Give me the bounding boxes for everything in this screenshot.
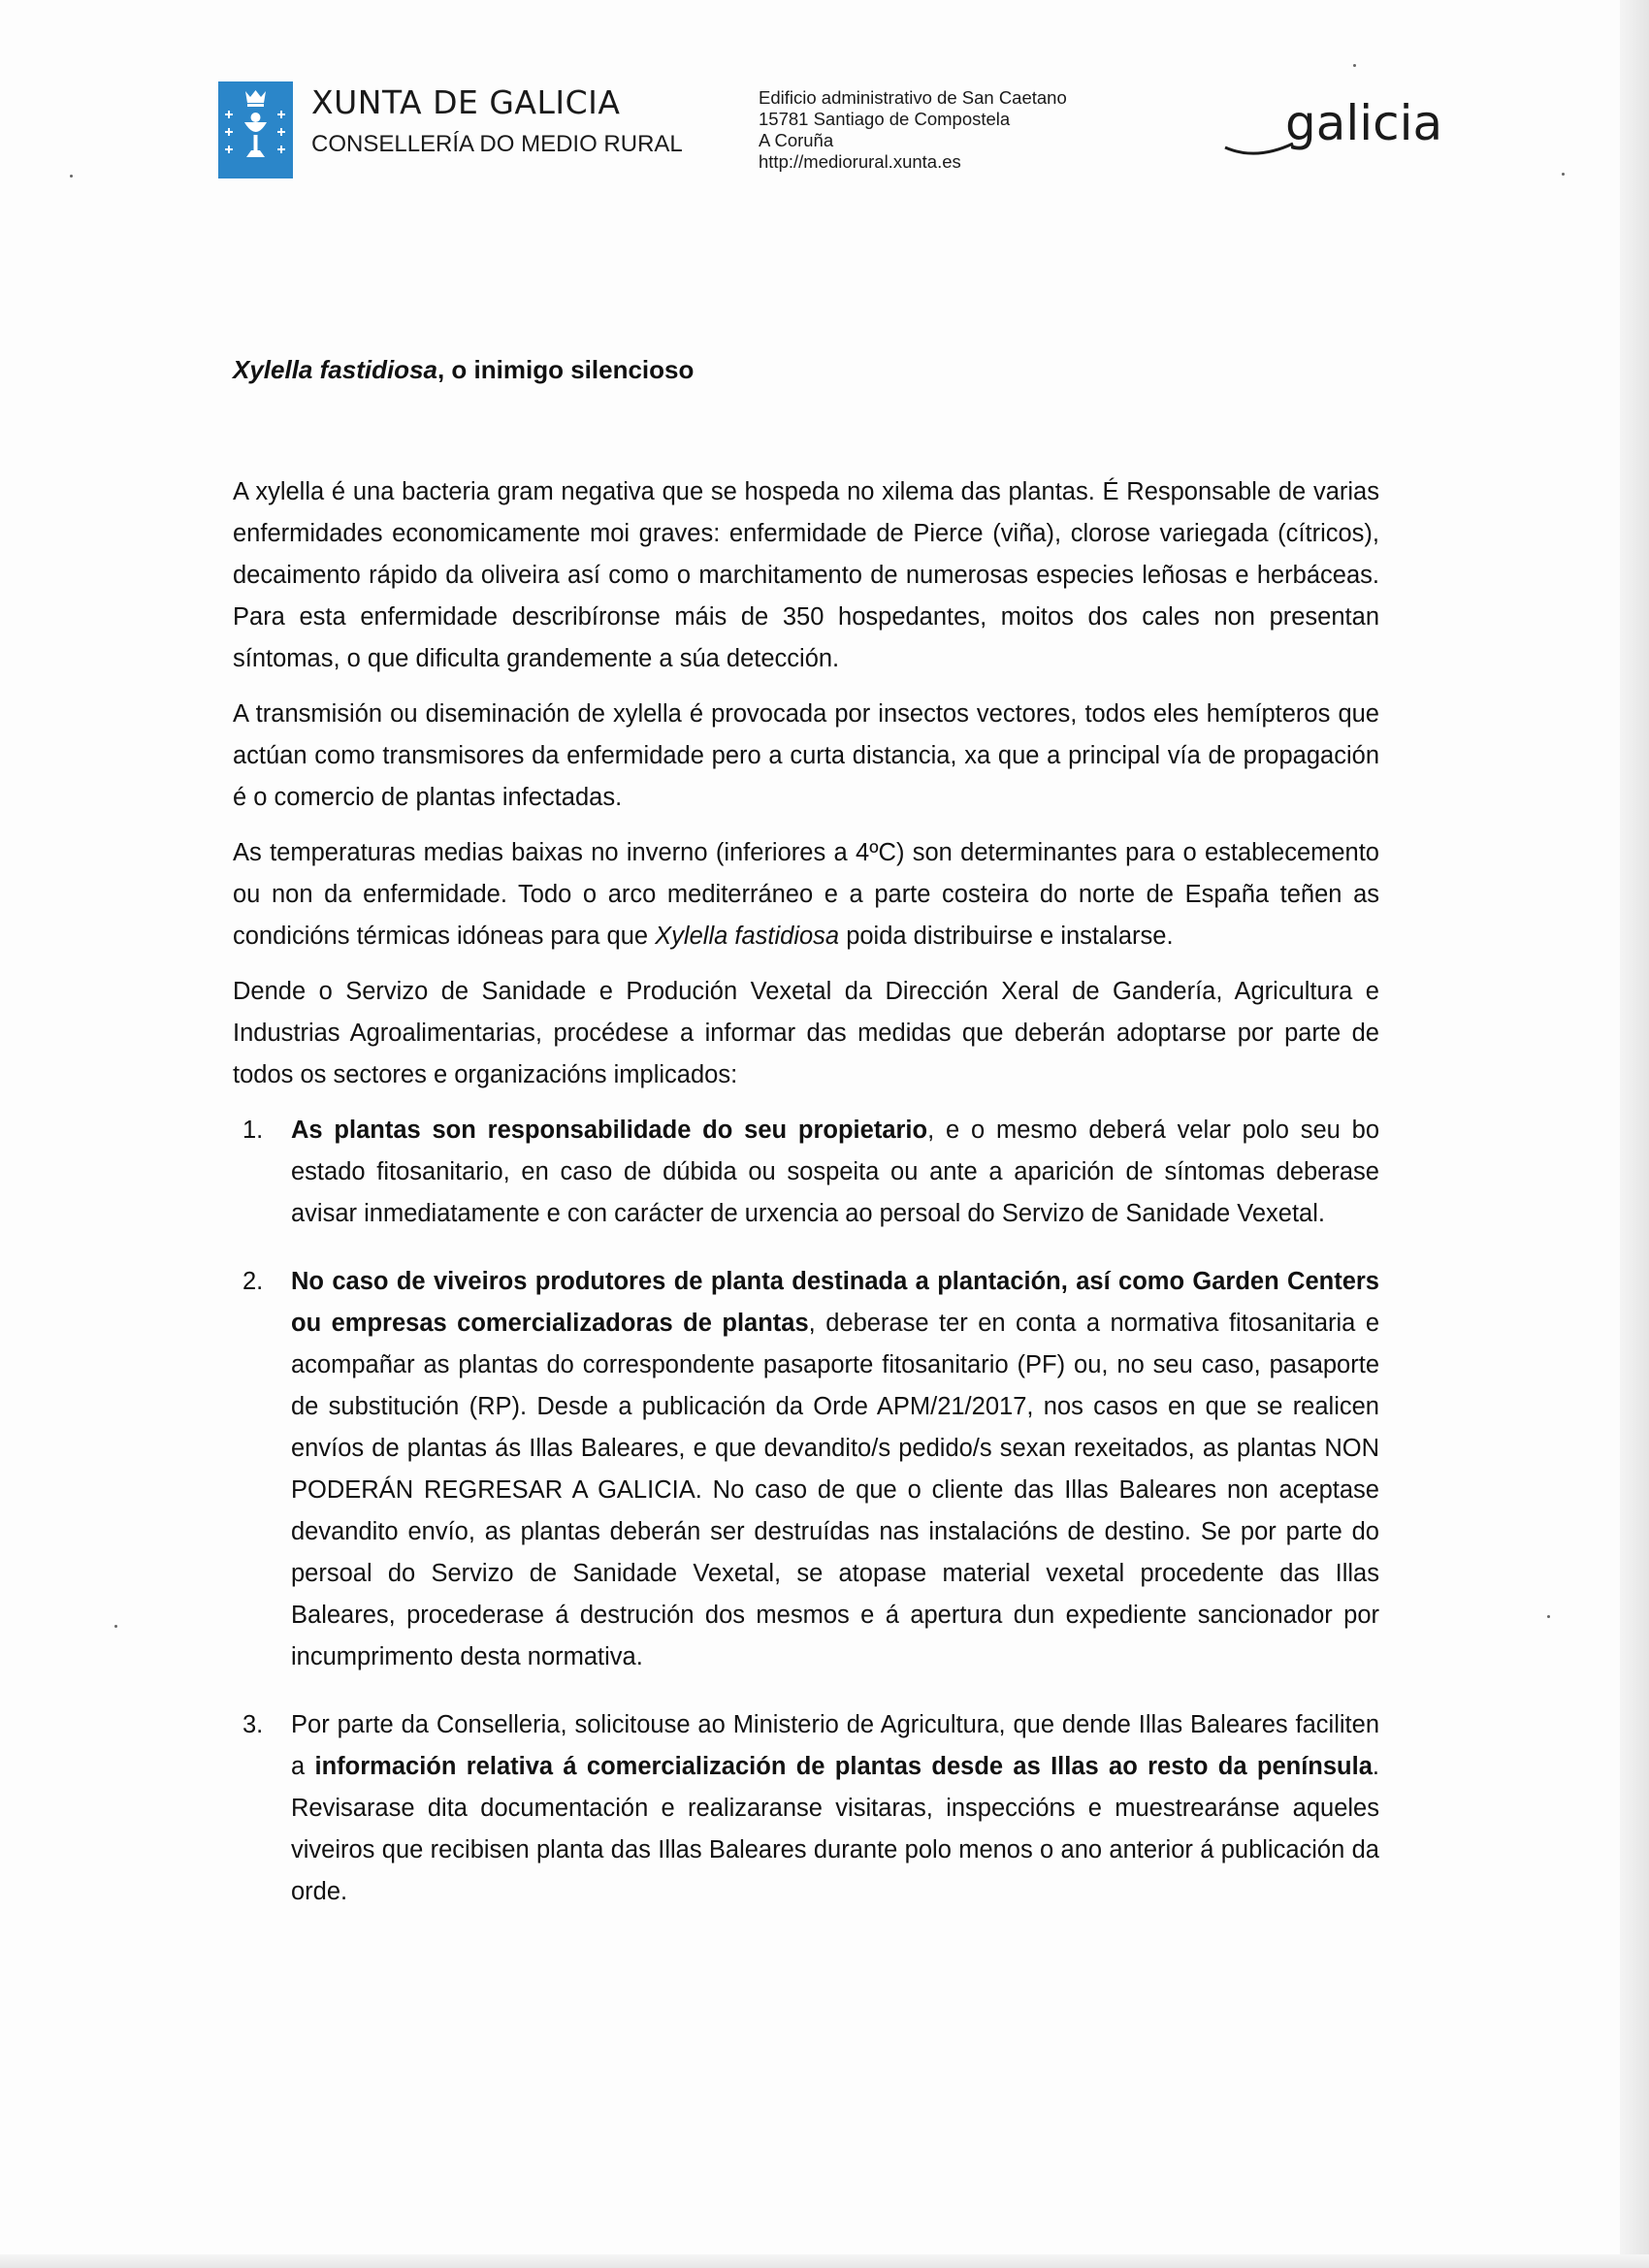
- address-line: A Coruña: [759, 130, 834, 150]
- title-rest: , o inimigo silencioso: [436, 355, 695, 384]
- document-title: [233, 347, 1379, 392]
- species-name: Xylella fastidiosa: [655, 923, 840, 950]
- list-item: [233, 1261, 1379, 1678]
- scan-speck: [70, 175, 73, 178]
- paragraph-temperatures: [233, 832, 1379, 957]
- galicia-logo-text: galicia: [1285, 95, 1443, 151]
- department-name: CONSELLERÍA DO MEDIO RURAL: [311, 131, 683, 157]
- list-item: [233, 1704, 1379, 1913]
- list-item-text: , e o mesmo deberá velar polo seu bo estado fitosanitario, en caso de dúbida ou sospeita ou ante a aparición de síntomas deberase avisar inmediatamente e con carácter de urxencia ao persoal do Servizo de Sanidade Vexetal.: [291, 1117, 1379, 1227]
- paragraph-text: As temperaturas medias baixas no inverno (inferiores a 4ºC) son determinantes para o establecemento ou non da enfermidade. Todo o arco mediterráneo e a parte costeira do norte de España teñen as condicións térmicas idóneas para que: [233, 839, 1379, 950]
- website-url: http://mediorural.xunta.es: [759, 151, 961, 172]
- title-species: Xylella fastidiosa: [233, 355, 437, 384]
- paragraph-intro: A xylella é una bacteria gram negativa que se hospeda no xilema das plantas. É Responsable de varias enfermidades economicamente moi graves: enfermidade de Pierce (viña), clorose variegada (cítricos), decaimento rápido da oliveira así como o marchitamento de numerosas especies leñosas e herbáceas. Para esta enfermidade describíronse máis de 350 hospedantes, moitos dos cales non presentan síntomas, o que dificulta grandemente a súa detección.: [233, 478, 1379, 672]
- list-number: 3.: [242, 1711, 264, 1738]
- paragraph-text: poida distribuirse e instalarse.: [839, 923, 1174, 950]
- list-item-bold: información relativa á comercialización de plantas desde as Illas ao resto da península: [314, 1753, 1373, 1780]
- scan-bottom-edge: [0, 2254, 1649, 2268]
- paragraph-transmission: A transmisión ou diseminación de xylella é provocada por insectos vectores, todos eles hemípteros que actúan como transmisores da enfermidade pero a curta distancia, xa que a principal vía de propagación é o comercio de plantas infectadas.: [233, 700, 1379, 811]
- letterhead: [218, 80, 1470, 186]
- galicia-coat-of-arms-icon: [218, 81, 293, 178]
- address-line: 15781 Santiago de Compostela: [759, 109, 1011, 129]
- list-item-bold: No caso de viveiros produtores de planta destinada a plantación, así como Garden Centers ou empresas comercializadoras de plantas: [291, 1268, 1379, 1337]
- list-item-text: , deberase ter en conta a normativa fitosanitaria e acompañar as plantas do correspondente pasaporte fitosanitario (PF) ou, no seu caso, pasaporte de substitución (RP). Desde a publicación da Orde APM/21/2017, nos casos en que se realicen envíos de plantas ás Illas Baleares, e que devandito/s pedido/s sexan rexeitados, as plantas NON PODERÁN REGRESAR A GALICIA. No caso de que o cliente das Illas Baleares non aceptase devandito envío, as plantas deberán ser destruídas nas instalacións de destino. Se por parte do persoal do Servizo de Sanidade Vexetal, se atopase material vexetal procedente das Illas Baleares, procederase á destrución dos mesmos e á apertura dun expediente sancionador por incumprimento desta normativa.: [291, 1310, 1380, 1670]
- scan-edge: [1620, 0, 1649, 2268]
- list-item-bold: As plantas son responsabilidade do seu propietario: [291, 1117, 928, 1144]
- galicia-brand-logo: [1217, 80, 1470, 167]
- address-line: Edificio administrativo de San Caetano: [759, 87, 1067, 108]
- list-number: 2.: [242, 1268, 264, 1295]
- list-item-text: . Revisarase dita documentación e realizaranse visitaras, inspeccións e muestrearánse aqueles viveiros que recibisen planta das Illas Baleares durante polo menos o ano anterior á publicación da orde.: [291, 1753, 1379, 1905]
- scan-speck: [1547, 1615, 1550, 1618]
- address-block: [759, 87, 1067, 173]
- list-item: [233, 1110, 1379, 1235]
- paragraph-measures-intro: Dende o Servizo de Sanidade e Produción Vexetal da Dirección Xeral de Gandería, Agricultura e Industrias Agroalimentarias, procédese a informar das medidas que deberán adoptarse por parte de todos os sectores e organizacións implicados:: [233, 978, 1379, 1088]
- measures-list: [233, 1110, 1379, 1913]
- scan-speck: [114, 1625, 117, 1628]
- scan-speck: [1353, 64, 1356, 67]
- organization-title: XUNTA DE GALICIA: [311, 83, 621, 121]
- scan-speck: [1562, 173, 1565, 176]
- document-body: [233, 347, 1379, 1913]
- list-item-text: Por parte da Conselleria, solicitouse ao Ministerio de Agricultura, que dende Illas Baleares faciliten a: [291, 1711, 1379, 1780]
- list-number: 1.: [242, 1117, 264, 1144]
